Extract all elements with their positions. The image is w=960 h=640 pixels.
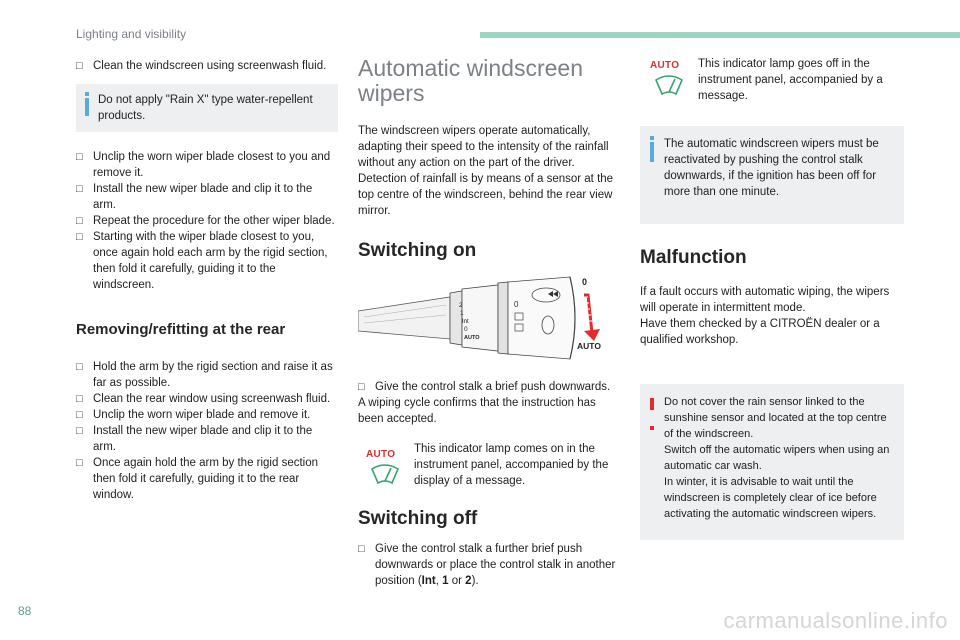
warning-text: Switch off the automatic wipers when using an automatic car wash. <box>664 444 890 472</box>
bullet-text: Install the new wiper blade and clip it to the arm. <box>93 183 313 211</box>
list-item <box>76 359 338 391</box>
checkbox-bullet-icon: □ <box>76 361 83 373</box>
list-item <box>76 181 338 213</box>
checkbox-bullet-icon: □ <box>76 409 83 421</box>
bullet-text: Starting with the wiper blade closest to you, once again hold each arm by the rigid section, then fold it carefully, guiding it to the windscreen. <box>93 231 328 291</box>
wiper-stalk-illustration <box>358 273 620 363</box>
checkbox-bullet-icon: □ <box>76 151 83 163</box>
checkbox-bullet-icon: □ <box>358 543 365 555</box>
auto-indicator-lamp <box>366 447 416 491</box>
confirm-text: A wiping cycle confirms that the instruction has been accepted. <box>358 397 596 425</box>
column-right <box>640 56 904 540</box>
column-middle <box>358 56 620 589</box>
auto-lamp-label: AUTO <box>366 449 396 460</box>
bullet-text: Give the control stalk a brief push downwards. <box>375 381 611 393</box>
note-text: Do not apply "Rain X" type water-repellent products. <box>98 94 313 122</box>
checkbox-bullet-icon: □ <box>76 457 83 469</box>
control-stalk-drawing <box>358 273 620 363</box>
list-item <box>76 407 338 423</box>
stalk-label-off: 0 <box>582 277 588 287</box>
bullet-text: Unclip the worn wiper blade and remove it. <box>93 409 311 421</box>
bullet-text: Clean the rear window using screenwash fluid. <box>93 393 331 405</box>
checkbox-bullet-icon: □ <box>76 183 83 195</box>
info-note <box>640 126 904 224</box>
wiper-icon <box>370 461 400 487</box>
warning-text: Do not cover the rain sensor linked to the sunshine sensor and located at the top centre of the windscreen. <box>664 396 887 440</box>
page-title: Automatic windscreen wipers <box>358 55 583 106</box>
position-label: 1 <box>460 310 464 317</box>
position-int: Int <box>421 575 436 587</box>
bullet-text: Unclip the worn wiper blade closest to you and remove it. <box>93 151 331 179</box>
auto-lamp-on-block <box>358 441 620 495</box>
position-label: Int <box>462 319 469 325</box>
info-note <box>76 84 338 132</box>
checkbox-bullet-icon: □ <box>76 60 83 72</box>
wiper-icon <box>654 72 684 98</box>
separator: , <box>435 575 443 587</box>
auto-indicator-lamp <box>650 58 700 102</box>
list-item <box>76 213 338 229</box>
note-text: The automatic windscreen wipers must be reactivated by pushing the control stalk downwards, if the ignition has been off for more than one minute. <box>664 138 879 198</box>
info-icon <box>650 142 654 162</box>
warning-note <box>640 384 904 540</box>
list-item <box>76 149 338 181</box>
lamp-off-text: This indicator lamp goes off in the instrument panel, accompanied by a message. <box>698 58 883 102</box>
list-item <box>358 541 620 589</box>
header-accent-bar <box>480 32 960 38</box>
list-item <box>76 229 338 293</box>
bullet-text: Hold the arm by the rigid section and raise it as far as possible. <box>93 361 333 389</box>
auto-lamp-off-block <box>640 56 904 116</box>
position-1: 1 <box>442 575 449 587</box>
page-number: 88 <box>18 604 32 618</box>
malfunction-paragraph: If a fault occurs with automatic wiping, the wipers will operate in intermittent mode. <box>640 286 890 314</box>
push-down-arrow-icon <box>584 329 600 341</box>
section-heading-malfunction: Malfunction <box>640 247 747 268</box>
bullet-text: Install the new wiper blade and clip it to the arm. <box>93 425 313 453</box>
column-left <box>76 58 338 503</box>
position-label: 0 <box>464 326 468 333</box>
position-2: 2 <box>465 575 472 587</box>
lamp-on-text: This indicator lamp comes on in the instrument panel, accompanied by the display of a message. <box>414 443 609 487</box>
watermark: carmanualsonline.info <box>723 608 948 633</box>
stalk-label-auto: AUTO <box>577 341 601 351</box>
svg-text:0: 0 <box>514 300 519 309</box>
auto-lamp-label: AUTO <box>650 60 680 71</box>
section-heading-switching-on: Switching on <box>358 240 477 261</box>
header-title: Lighting and visibility <box>76 27 187 41</box>
position-label: AUTO <box>464 335 480 341</box>
checkbox-bullet-icon: □ <box>76 425 83 437</box>
list-item <box>76 423 338 455</box>
info-icon <box>85 98 89 116</box>
separator: or <box>448 575 466 587</box>
intro-paragraph: Detection of rainfall is by means of a sensor at the top centre of the windscreen, behind the rear view mirror. <box>358 173 614 217</box>
malfunction-paragraph: Have them checked by a CITROËN dealer or a qualified workshop. <box>640 318 880 346</box>
section-heading-rear: Removing/refitting at the rear <box>76 321 286 338</box>
step-list <box>76 149 338 293</box>
section-heading-switching-off: Switching off <box>358 508 478 529</box>
checkbox-bullet-icon: □ <box>76 231 83 243</box>
position-label: 2 <box>459 302 463 309</box>
bullet-text: Once again hold the arm by the rigid section then fold it carefully, guiding it to the rear window. <box>93 457 319 501</box>
checkbox-bullet-icon: □ <box>76 215 83 227</box>
list-item <box>76 58 338 74</box>
bullet-text: Give the control stalk a further brief push downwards or place the control stalk in another position ( <box>375 543 616 587</box>
rear-step-list <box>76 359 338 503</box>
bullet-text: Clean the windscreen using screenwash fluid. <box>93 60 327 72</box>
checkbox-bullet-icon: □ <box>358 381 365 393</box>
intro-paragraph: The windscreen wipers operate automatically, adapting their speed to the intensity of the rainfall without any action on the part of the driver. <box>358 125 609 169</box>
suffix: ). <box>471 575 479 587</box>
bullet-text: Repeat the procedure for the other wiper blade. <box>93 215 335 227</box>
list-item <box>76 391 338 407</box>
checkbox-bullet-icon: □ <box>76 393 83 405</box>
list-item <box>76 455 338 503</box>
warning-icon <box>650 398 654 410</box>
list-item <box>358 379 620 395</box>
warning-text: In winter, it is advisable to wait until the windscreen is completely clear of ice before activating the automatic windscreen wipers. <box>664 476 877 520</box>
